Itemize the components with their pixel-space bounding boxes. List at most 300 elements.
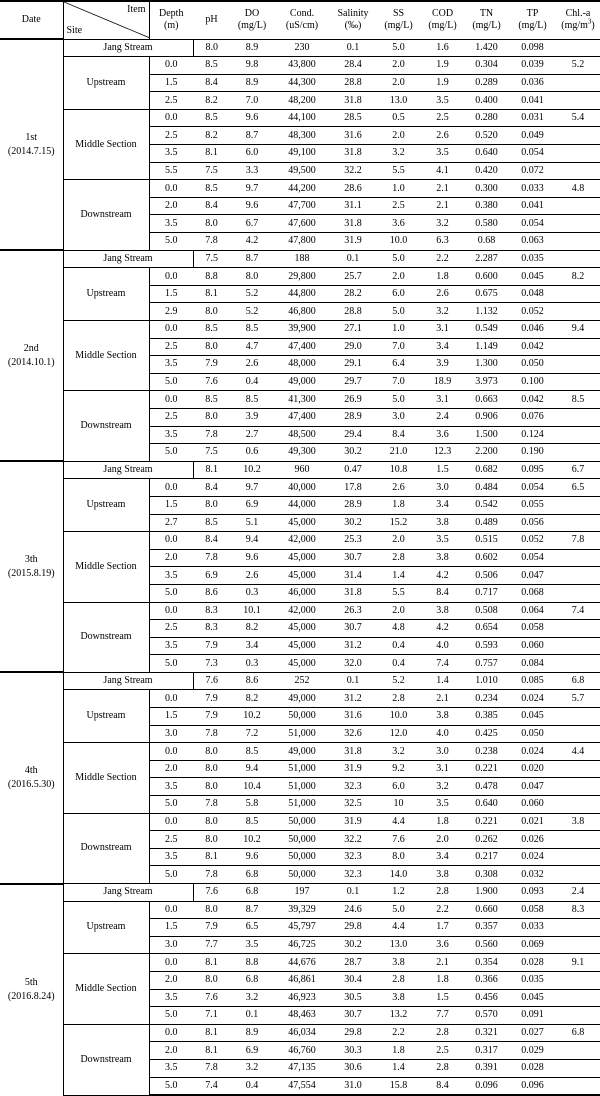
cell-tn: 0.515 <box>464 532 509 550</box>
cell-tp: 0.021 <box>509 813 556 831</box>
cell-cond: 45,000 <box>274 567 330 585</box>
cell-chla: 9.4 <box>556 321 600 339</box>
cell-tn: 0.549 <box>464 321 509 339</box>
cell-tn: 0.354 <box>464 954 509 972</box>
cell-salinity: 31.8 <box>330 584 376 602</box>
cell-do: 2.6 <box>230 567 274 585</box>
cell-ph: 8.5 <box>193 391 230 409</box>
cell-salinity: 25.3 <box>330 532 376 550</box>
cell-depth: 0.0 <box>149 321 193 339</box>
cell-do: 10.1 <box>230 602 274 620</box>
cell-tn: 1.010 <box>464 672 509 690</box>
cell-cod: 2.2 <box>421 901 464 919</box>
cell-ss: 4.4 <box>376 919 421 937</box>
cell-tn: 0.593 <box>464 637 509 655</box>
header-tp <box>509 1 556 39</box>
cell-tn: 0.391 <box>464 1059 509 1077</box>
cell-chla <box>556 620 600 638</box>
cell-chla <box>556 725 600 743</box>
cell-ph: 8.0 <box>193 813 230 831</box>
cell-tn: 0.602 <box>464 549 509 567</box>
cell-tn: 3.973 <box>464 373 509 391</box>
cell-salinity: 30.3 <box>330 1042 376 1060</box>
cell-tp: 0.052 <box>509 532 556 550</box>
cell-cod: 3.6 <box>421 426 464 444</box>
cell-cod: 4.1 <box>421 162 464 180</box>
header-item-label: Item <box>127 4 146 15</box>
cell-ss: 3.2 <box>376 743 421 761</box>
cell-depth: 2.0 <box>149 1042 193 1060</box>
cell-chla: 6.8 <box>556 672 600 690</box>
cell-depth: 3.5 <box>149 567 193 585</box>
cell-cod: 2.1 <box>421 690 464 708</box>
cell-tp: 0.084 <box>509 655 556 673</box>
cell-tn: 0.663 <box>464 391 509 409</box>
cell-cond: 49,000 <box>274 743 330 761</box>
cell-cod: 2.8 <box>421 1024 464 1042</box>
cell-chla <box>556 831 600 849</box>
cell-chla: 5.7 <box>556 690 600 708</box>
cell-tp: 0.060 <box>509 796 556 814</box>
cell-ss: 2.0 <box>376 57 421 75</box>
cell-salinity: 31.8 <box>330 215 376 233</box>
cell-depth: 2.7 <box>149 514 193 532</box>
cell-chla: 6.8 <box>556 1024 600 1042</box>
cell-cod: 2.8 <box>421 884 464 902</box>
header-cod-unit: (mg/L) <box>428 20 457 32</box>
cell-do: 0.4 <box>230 373 274 391</box>
cell-ss: 10.0 <box>376 708 421 726</box>
cell-tp: 0.028 <box>509 1059 556 1077</box>
cell-tp: 0.091 <box>509 1007 556 1025</box>
cell-cod: 4.2 <box>421 567 464 585</box>
cell-cod: 3.4 <box>421 338 464 356</box>
cell-cond: 47,135 <box>274 1059 330 1077</box>
header-row <box>0 1 600 39</box>
header-chla-unit-close: ) <box>591 20 595 32</box>
site-name-cell: Jang Stream <box>63 39 193 57</box>
cell-cond: 47,400 <box>274 338 330 356</box>
cell-cond: 46,000 <box>274 584 330 602</box>
cell-depth: 1.5 <box>149 708 193 726</box>
cell-tn: 0.217 <box>464 848 509 866</box>
cell-tp: 0.056 <box>509 514 556 532</box>
cell-salinity: 31.0 <box>330 1077 376 1095</box>
cell-salinity: 28.6 <box>330 180 376 198</box>
cell-salinity: 29.0 <box>330 338 376 356</box>
cell-ss: 3.8 <box>376 954 421 972</box>
cell-ph: 8.4 <box>193 479 230 497</box>
cell-do: 0.3 <box>230 584 274 602</box>
cell-cond: 49,500 <box>274 162 330 180</box>
table-row <box>0 901 600 919</box>
cell-cod: 1.8 <box>421 268 464 286</box>
cell-cod: 7.4 <box>421 655 464 673</box>
cell-chla <box>556 233 600 251</box>
cell-tn: 0.300 <box>464 180 509 198</box>
cell-cond: 46,760 <box>274 1042 330 1060</box>
cell-depth: 0.0 <box>149 268 193 286</box>
cell-salinity: 30.2 <box>330 936 376 954</box>
table-row <box>0 602 600 620</box>
jang-stream-row <box>0 250 600 268</box>
cell-depth: 2.5 <box>149 620 193 638</box>
cell-depth: 5.0 <box>149 233 193 251</box>
cell-ss: 2.8 <box>376 690 421 708</box>
site-name-cell: Middle Section <box>63 109 149 179</box>
site-name-cell: Upstream <box>63 268 149 321</box>
cell-tn: 0.660 <box>464 901 509 919</box>
cell-ss: 1.4 <box>376 567 421 585</box>
cell-ph: 8.0 <box>193 778 230 796</box>
cell-do: 3.2 <box>230 1059 274 1077</box>
cell-ph: 8.0 <box>193 743 230 761</box>
cell-ss: 4.8 <box>376 620 421 638</box>
cell-chla <box>556 426 600 444</box>
cell-chla <box>556 1059 600 1077</box>
cell-ph: 8.0 <box>193 215 230 233</box>
cell-tn: 0.385 <box>464 708 509 726</box>
cell-salinity: 28.2 <box>330 285 376 303</box>
cell-tn: 0.289 <box>464 74 509 92</box>
cell-depth: 1.5 <box>149 74 193 92</box>
cell-tp: 0.035 <box>509 250 556 268</box>
site-name-cell: Downstream <box>63 602 149 672</box>
survey-label: 4th <box>24 764 38 776</box>
jang-stream-row <box>0 461 600 479</box>
cell-ss: 9.2 <box>376 760 421 778</box>
cell-ph: 8.1 <box>193 285 230 303</box>
cell-depth: 5.0 <box>149 373 193 391</box>
cell-ss: 7.6 <box>376 831 421 849</box>
cell-cond: 46,034 <box>274 1024 330 1042</box>
cell-cond: 49,000 <box>274 690 330 708</box>
cell-cond: 46,923 <box>274 989 330 1007</box>
cell-cond: 39,329 <box>274 901 330 919</box>
cell-depth: 3.5 <box>149 356 193 374</box>
cell-do: 7.2 <box>230 725 274 743</box>
cell-depth: 0.0 <box>149 479 193 497</box>
cell-tn: 2.200 <box>464 444 509 462</box>
cell-chla <box>556 408 600 426</box>
cell-tn: 0.560 <box>464 936 509 954</box>
cell-cod: 3.8 <box>421 602 464 620</box>
cell-tp: 0.045 <box>509 708 556 726</box>
site-name-cell: Upstream <box>63 690 149 743</box>
header-chla <box>556 1 600 39</box>
cell-ss: 6.4 <box>376 356 421 374</box>
cell-salinity: 32.3 <box>330 778 376 796</box>
cell-salinity: 30.5 <box>330 989 376 1007</box>
cell-ph: 6.9 <box>193 567 230 585</box>
site-name-cell: Middle Section <box>63 321 149 391</box>
cell-chla <box>556 1007 600 1025</box>
cell-do: 8.8 <box>230 954 274 972</box>
cell-do: 9.6 <box>230 549 274 567</box>
cell-cod: 1.4 <box>421 672 464 690</box>
cell-chla <box>556 145 600 163</box>
cell-ss: 3.0 <box>376 408 421 426</box>
cell-chla <box>556 373 600 391</box>
cell-salinity: 28.5 <box>330 109 376 127</box>
cell-chla <box>556 971 600 989</box>
cell-do: 4.7 <box>230 338 274 356</box>
cell-ss: 10.8 <box>376 461 421 479</box>
cell-cond: 42,000 <box>274 602 330 620</box>
cell-cod: 4.0 <box>421 637 464 655</box>
cell-cond: 48,463 <box>274 1007 330 1025</box>
header-date: Date <box>0 1 63 39</box>
cell-chla <box>556 919 600 937</box>
table-row <box>0 1024 600 1042</box>
table-row <box>0 391 600 409</box>
cell-depth: 0.0 <box>149 391 193 409</box>
survey-date: (2016.5.30) <box>7 778 55 790</box>
cell-ph: 7.8 <box>193 796 230 814</box>
cell-tn: 0.717 <box>464 584 509 602</box>
cell-ss: 7.0 <box>376 373 421 391</box>
jang-stream-row <box>0 39 600 57</box>
cell-tn: 1.149 <box>464 338 509 356</box>
cell-salinity: 32.2 <box>330 162 376 180</box>
survey-label: 2nd <box>23 342 39 354</box>
cell-ss: 2.0 <box>376 602 421 620</box>
table-row <box>0 180 600 198</box>
cell-cod: 3.4 <box>421 848 464 866</box>
cell-cod: 2.1 <box>421 954 464 972</box>
cell-tp: 0.190 <box>509 444 556 462</box>
cell-ss: 8.4 <box>376 426 421 444</box>
cell-tn: 0.506 <box>464 567 509 585</box>
cell-salinity: 31.9 <box>330 760 376 778</box>
cell-do: 9.4 <box>230 532 274 550</box>
cell-tn: 0.640 <box>464 796 509 814</box>
cell-cod: 8.4 <box>421 584 464 602</box>
cell-tn: 0.580 <box>464 215 509 233</box>
cell-ss: 13.0 <box>376 92 421 110</box>
cell-salinity: 26.9 <box>330 391 376 409</box>
cell-ph: 8.5 <box>193 57 230 75</box>
cell-chla <box>556 356 600 374</box>
cell-chla <box>556 796 600 814</box>
cell-cod: 3.5 <box>421 92 464 110</box>
cell-ph: 8.0 <box>193 971 230 989</box>
cell-ph: 7.6 <box>193 373 230 391</box>
cell-chla <box>556 338 600 356</box>
cell-salinity: 31.8 <box>330 92 376 110</box>
cell-tn: 0.654 <box>464 620 509 638</box>
cell-salinity: 31.2 <box>330 690 376 708</box>
cell-tn: 1.900 <box>464 884 509 902</box>
cell-depth: 2.5 <box>149 338 193 356</box>
cell-salinity: 31.8 <box>330 145 376 163</box>
header-chla-name: Chl.-a <box>565 8 591 20</box>
cell-salinity: 29.8 <box>330 1024 376 1042</box>
cell-cond: 46,861 <box>274 971 330 989</box>
cell-cod: 1.9 <box>421 57 464 75</box>
cell-tp: 0.064 <box>509 602 556 620</box>
cell-depth: 5.0 <box>149 1077 193 1095</box>
cell-ph: 8.8 <box>193 268 230 286</box>
cell-ph: 8.2 <box>193 127 230 145</box>
header-ph: pH <box>193 1 230 39</box>
cell-tp: 0.050 <box>509 356 556 374</box>
header-cond-name: Cond. <box>289 8 315 20</box>
cell-tn: 1.132 <box>464 303 509 321</box>
cell-ph: 7.3 <box>193 655 230 673</box>
cell-ph: 7.1 <box>193 1007 230 1025</box>
cell-tn: 0.508 <box>464 602 509 620</box>
cell-ph: 8.4 <box>193 197 230 215</box>
header-ss-unit: (mg/L) <box>384 20 413 32</box>
cell-cond: 45,000 <box>274 637 330 655</box>
cell-cod: 1.5 <box>421 989 464 1007</box>
cell-tp: 0.024 <box>509 743 556 761</box>
cell-ph: 7.4 <box>193 1077 230 1095</box>
cell-tn: 0.906 <box>464 408 509 426</box>
cell-cod: 1.8 <box>421 813 464 831</box>
cell-tn: 0.570 <box>464 1007 509 1025</box>
cell-tp: 0.050 <box>509 725 556 743</box>
cell-cod: 4.0 <box>421 725 464 743</box>
header-chla-unit: (mg/m <box>561 20 588 32</box>
cell-do: 8.7 <box>230 127 274 145</box>
cell-cond: 51,000 <box>274 725 330 743</box>
cell-salinity: 32.3 <box>330 848 376 866</box>
cell-cond: 29,800 <box>274 268 330 286</box>
cell-chla <box>556 39 600 57</box>
cell-depth: 2.5 <box>149 127 193 145</box>
cell-tp: 0.020 <box>509 760 556 778</box>
cell-cond: 49,100 <box>274 145 330 163</box>
cell-tn: 0.640 <box>464 145 509 163</box>
cell-ss: 5.2 <box>376 672 421 690</box>
cell-tn: 0.234 <box>464 690 509 708</box>
cell-tp: 0.054 <box>509 549 556 567</box>
header-depth-name: Depth <box>159 8 184 20</box>
cell-do: 5.1 <box>230 514 274 532</box>
cell-depth: 3.5 <box>149 145 193 163</box>
cell-do: 6.9 <box>230 1042 274 1060</box>
cell-ph: 8.2 <box>193 92 230 110</box>
cell-ss: 1.0 <box>376 180 421 198</box>
cell-cond: 197 <box>274 884 330 902</box>
cell-depth: 0.0 <box>149 901 193 919</box>
cell-do: 8.6 <box>230 672 274 690</box>
cell-cond: 48,300 <box>274 127 330 145</box>
cell-cod: 3.0 <box>421 743 464 761</box>
cell-depth: 3.5 <box>149 215 193 233</box>
cell-cond: 42,000 <box>274 532 330 550</box>
cell-depth: 2.5 <box>149 408 193 426</box>
cell-chla <box>556 866 600 884</box>
cell-ph: 7.8 <box>193 549 230 567</box>
cell-do: 6.8 <box>230 971 274 989</box>
cell-salinity: 28.9 <box>330 408 376 426</box>
table-row <box>0 813 600 831</box>
cell-do: 3.4 <box>230 637 274 655</box>
cell-cod: 3.9 <box>421 356 464 374</box>
cell-do: 3.9 <box>230 408 274 426</box>
cell-do: 9.8 <box>230 57 274 75</box>
cell-ss: 2.8 <box>376 971 421 989</box>
cell-ph: 7.8 <box>193 866 230 884</box>
cell-tn: 0.420 <box>464 162 509 180</box>
cell-depth: 3.5 <box>149 637 193 655</box>
cell-tn: 1.300 <box>464 356 509 374</box>
cell-ss: 2.6 <box>376 479 421 497</box>
cell-tp: 0.041 <box>509 92 556 110</box>
cell-cond: 50,000 <box>274 866 330 884</box>
cell-salinity: 30.2 <box>330 444 376 462</box>
cell-cod: 1.7 <box>421 919 464 937</box>
cell-tn: 0.600 <box>464 268 509 286</box>
cell-salinity: 31.9 <box>330 813 376 831</box>
cell-depth: 0.0 <box>149 743 193 761</box>
cell-depth: 2.0 <box>149 549 193 567</box>
cell-cod: 2.4 <box>421 408 464 426</box>
cell-chla <box>556 444 600 462</box>
cell-chla <box>556 549 600 567</box>
cell-tp: 0.055 <box>509 496 556 514</box>
cell-ss: 1.4 <box>376 1059 421 1077</box>
cell-ss: 14.0 <box>376 866 421 884</box>
cell-tp: 0.052 <box>509 303 556 321</box>
cell-cod: 2.6 <box>421 285 464 303</box>
cell-cod: 2.1 <box>421 180 464 198</box>
cell-depth: 2.5 <box>149 92 193 110</box>
site-name-cell: Jang Stream <box>63 672 193 690</box>
cell-do: 6.8 <box>230 866 274 884</box>
cell-ph: 7.5 <box>193 444 230 462</box>
cell-do: 9.7 <box>230 180 274 198</box>
cell-salinity: 27.1 <box>330 321 376 339</box>
cell-do: 8.0 <box>230 268 274 286</box>
cell-cod: 3.1 <box>421 391 464 409</box>
cell-cod: 1.9 <box>421 74 464 92</box>
cell-cond: 44,200 <box>274 180 330 198</box>
cell-cod: 3.1 <box>421 760 464 778</box>
table-row <box>0 268 600 286</box>
cell-salinity: 30.7 <box>330 1007 376 1025</box>
cell-chla <box>556 215 600 233</box>
cell-do: 8.9 <box>230 39 274 57</box>
cell-salinity: 30.6 <box>330 1059 376 1077</box>
cell-tn: 0.238 <box>464 743 509 761</box>
cell-cond: 51,000 <box>274 796 330 814</box>
cell-tp: 0.048 <box>509 285 556 303</box>
cell-tp: 0.042 <box>509 391 556 409</box>
cell-salinity: 0.1 <box>330 250 376 268</box>
cell-cod: 2.8 <box>421 1059 464 1077</box>
cell-do: 6.7 <box>230 215 274 233</box>
cell-depth: 3.5 <box>149 848 193 866</box>
cell-depth: 3.0 <box>149 936 193 954</box>
cell-cond: 188 <box>274 250 330 268</box>
cell-cond: 44,300 <box>274 74 330 92</box>
cell-salinity: 31.6 <box>330 708 376 726</box>
cell-tn: 0.221 <box>464 813 509 831</box>
cell-chla <box>556 637 600 655</box>
cell-salinity: 32.0 <box>330 655 376 673</box>
cell-ss: 13.0 <box>376 936 421 954</box>
cell-salinity: 17.8 <box>330 479 376 497</box>
cell-ss: 5.0 <box>376 391 421 409</box>
cell-tn: 0.221 <box>464 760 509 778</box>
cell-tn: 0.262 <box>464 831 509 849</box>
site-name-cell: Downstream <box>63 391 149 461</box>
cell-ss: 15.2 <box>376 514 421 532</box>
